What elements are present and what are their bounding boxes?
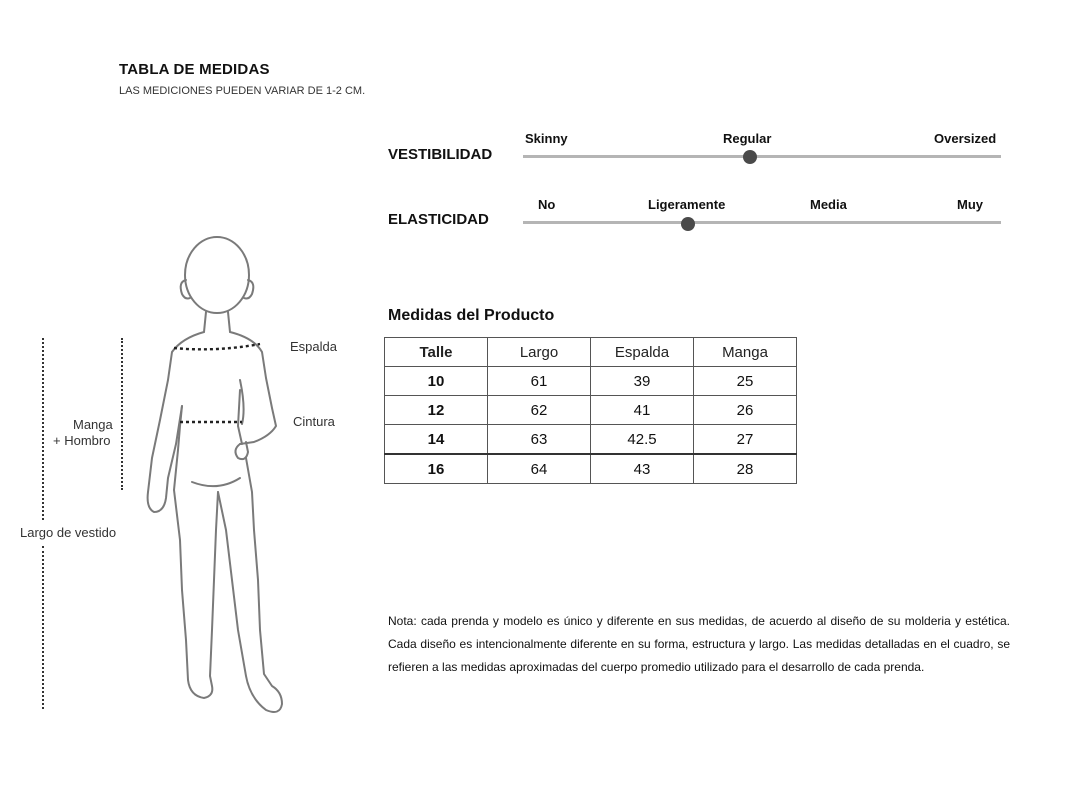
espalda-cell: 43: [591, 454, 694, 484]
vestibilidad-option-regular: Regular: [723, 131, 772, 146]
table-row: [385, 454, 797, 484]
manga-cell: 27: [694, 425, 797, 455]
size-cell: 16: [385, 454, 488, 484]
head-outline: [185, 237, 249, 313]
size-cell: 10: [385, 367, 488, 396]
largo-cell: 63: [488, 425, 591, 455]
table-row: [385, 367, 797, 396]
size-cell: 14: [385, 425, 488, 455]
manga-measure-line: [121, 338, 123, 490]
elasticidad-label: ELASTICIDAD: [388, 211, 489, 228]
measurements-title: Medidas del Producto: [388, 307, 555, 324]
column-header-espalda: Espalda: [591, 338, 694, 367]
column-header-manga: Manga: [694, 338, 797, 367]
vestibilidad-indicator: [743, 150, 757, 164]
manga-cell: 28: [694, 454, 797, 484]
body-figure-illustration: [130, 230, 310, 720]
page-subtitle: LAS MEDICIONES PUEDEN VARIAR DE 1-2 CM.: [119, 85, 366, 97]
elasticidad-track: [523, 221, 1001, 224]
elasticidad-indicator: [681, 217, 695, 231]
size-cell: 12: [385, 396, 488, 425]
vestibilidad-track: [523, 155, 1001, 158]
largo-cell: 64: [488, 454, 591, 484]
column-header-largo: Largo: [488, 338, 591, 367]
elasticidad-option-muy: Muy: [957, 197, 983, 212]
vestibilidad-label: VESTIBILIDAD: [388, 146, 493, 163]
largo-measure-line-top: [42, 338, 44, 520]
manga-cell: 25: [694, 367, 797, 396]
largo-cell: 61: [488, 367, 591, 396]
elasticidad-option-media: Media: [810, 197, 847, 212]
largo-label: Largo de vestido: [20, 525, 117, 540]
espalda-label: Espalda: [290, 339, 337, 354]
espalda-cell: 42.5: [591, 425, 694, 455]
largo-cell: 62: [488, 396, 591, 425]
page-title: TABLA DE MEDIDAS: [119, 61, 270, 78]
espalda-cell: 39: [591, 367, 694, 396]
hombro-label: + Hombro: [53, 433, 111, 448]
cintura-label: Cintura: [293, 414, 335, 429]
table-header-row: [385, 338, 797, 367]
column-header-talle: Talle: [385, 338, 488, 367]
vestibilidad-option-oversized: Oversized: [934, 131, 997, 146]
elasticidad-option-no: No: [538, 197, 556, 212]
largo-measure-line-bottom: [42, 546, 44, 709]
manga-label: Manga: [73, 417, 113, 432]
espalda-measure-line: [174, 344, 260, 349]
measurements-table: [384, 337, 797, 484]
table-row: [385, 425, 797, 455]
table-row: [385, 396, 797, 425]
manga-cell: 26: [694, 396, 797, 425]
espalda-cell: 41: [591, 396, 694, 425]
elasticidad-option-ligeramente: Ligeramente: [648, 197, 726, 212]
disclaimer-note: Nota: cada prenda y modelo es único y diferente en sus medidas, de acuerdo al diseño de su molderia y estética. Cada diseño es intencionalmente diferente en su forma, estructura y largo. Las medidas detalladas en el cuadro, se refieren a las medidas aproximadas del cuerpo promedio utilizado para el desarrollo de cada prenda.: [388, 614, 1010, 674]
vestibilidad-option-skinny: Skinny: [525, 131, 568, 146]
